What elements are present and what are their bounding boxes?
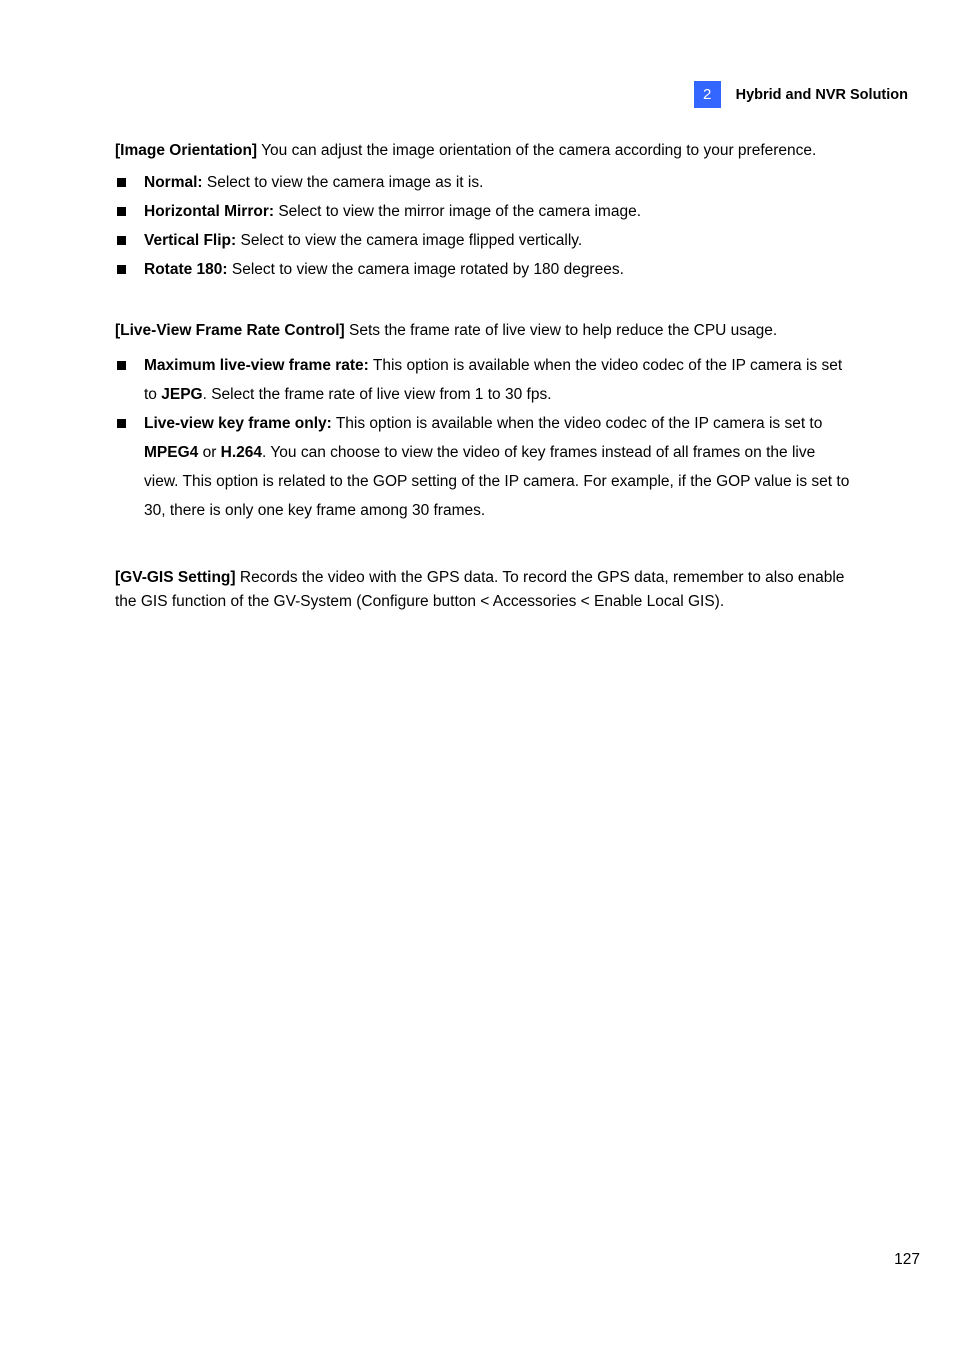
gv-gis-paragraph (115, 566, 850, 614)
list-item-text: Select to view the camera image rotated by 180 degrees. (227, 261, 624, 278)
list-item-text: . You can choose to view the video of key frames instead of all frames on the live view. This option is related to the GOP setting of the IP camera. For example, if the GOP value is set to 30, there is only one key frame among 30 frames. (144, 444, 850, 519)
list-item-text: This option is available when the video codec of the IP camera is set to (331, 415, 823, 432)
document-body (115, 139, 850, 614)
live-view-text: Sets the frame rate of live view to help reduce the CPU usage. (344, 322, 778, 339)
list-item-term: Normal: (144, 174, 203, 191)
page-number: 127 (894, 1251, 920, 1268)
codec-name: H.264 (220, 444, 263, 461)
list-item-text: Select to view the mirror image of the camera image. (274, 203, 642, 220)
list-item-term: Live-view key frame only: (144, 415, 332, 432)
page-header (694, 81, 908, 108)
list-item-term: Horizontal Mirror: (144, 203, 275, 220)
list-item (115, 351, 850, 409)
square-bullet-icon (117, 236, 126, 245)
image-orientation-heading: [Image Orientation] (115, 142, 258, 159)
live-view-heading: [Live-View Frame Rate Control] (115, 322, 345, 339)
image-orientation-paragraph (115, 139, 850, 163)
codec-name: JEPG (161, 386, 203, 403)
image-orientation-section (115, 139, 850, 284)
list-item-term: Maximum live-view frame rate: (144, 357, 369, 374)
list-item-term: Rotate 180: (144, 261, 228, 278)
gv-gis-text: Records the video with the GPS data. To record the GPS data, remember to also enable the GIS function of the GV-System (Configure button < Accessories < Enable Local GIS). (115, 569, 845, 610)
list-item-text: This option is available when the video codec of the IP camera is set to (144, 357, 843, 403)
list-item (115, 168, 850, 197)
list-item-text: Select to view the camera image as it is. (202, 174, 484, 191)
codec-name: MPEG4 (144, 444, 199, 461)
live-view-list (115, 351, 850, 525)
live-view-section (115, 319, 850, 525)
list-item (115, 255, 850, 284)
square-bullet-icon (117, 178, 126, 187)
chapter-number-badge: 2 (694, 81, 721, 108)
gv-gis-heading: [GV-GIS Setting] (115, 569, 236, 586)
image-orientation-text: You can adjust the image orientation of the camera according to your preference. (257, 142, 817, 159)
list-item-text: Select to view the camera image flipped vertically. (236, 232, 583, 249)
chapter-title: Hybrid and NVR Solution (735, 86, 908, 103)
image-orientation-list (115, 168, 850, 284)
square-bullet-icon (117, 419, 126, 428)
gv-gis-section (115, 566, 850, 614)
list-item (115, 226, 850, 255)
live-view-paragraph (115, 319, 850, 343)
square-bullet-icon (117, 207, 126, 216)
list-item-text: . Select the frame rate of live view from 1 to 30 fps. (202, 386, 552, 403)
list-item (115, 197, 850, 226)
list-item-text: or (198, 444, 221, 461)
square-bullet-icon (117, 265, 126, 274)
list-item (115, 409, 850, 525)
square-bullet-icon (117, 361, 126, 370)
list-item-term: Vertical Flip: (144, 232, 237, 249)
